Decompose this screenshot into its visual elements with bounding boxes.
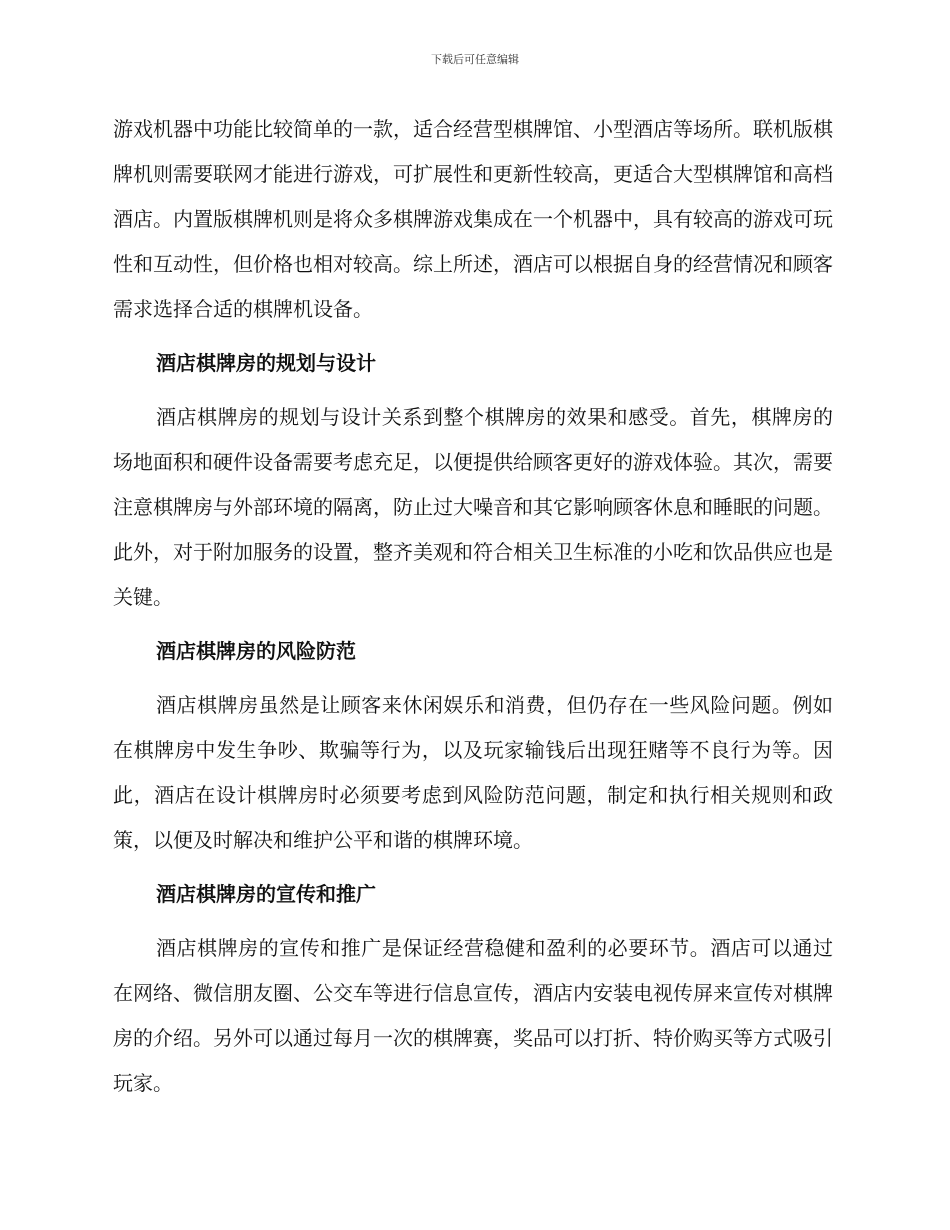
page-header: 下载后可任意编辑 — [431, 53, 519, 66]
paragraph-intro: 游戏机器中功能比较简单的一款，适合经营型棋牌馆、小型酒店等场所。联机版棋牌机则需要联网才能进行游戏，可扩展性和更新性较高，更适合大型棋牌馆和高档酒店。内置版棋牌机则是将众多棋牌游戏集成在一个机器中，具有较高的游戏可玩性和互动性，但价格也相对较高。综上所述，酒店可以根据自身的经营情况和顾客需求选择合适的棋牌机设备。 — [113, 117, 833, 321]
paragraph-promotion: 酒店棋牌房的宣传和推广是保证经营稳健和盈利的必要环节。酒店可以通过在网络、微信朋友圈、公交车等进行信息宣传，酒店内安装电视传屏来宣传对棋牌房的介绍。另外可以通过每月一次的棋牌赛，奖品可以打折、特价购买等方式吸引玩家。 — [113, 936, 833, 1095]
paragraph-risk-prevention: 酒店棋牌房虽然是让顾客来休闲娱乐和消费，但仍存在一些风险问题。例如在棋牌房中发生争吵、欺骗等行为，以及玩家输钱后出现狂赌等不良行为等。因此，酒店在设计棋牌房时必须要考虑到风险防范问题，制定和执行相关规则和政策，以便及时解决和维护公平和谐的棋牌环境。 — [113, 693, 833, 852]
section-heading-risk-prevention: 酒店棋牌房的风险防范 — [156, 639, 356, 663]
paragraph-planning-design: 酒店棋牌房的规划与设计关系到整个棋牌房的效果和感受。首先，棋牌房的场地面积和硬件设备需要考虑充足，以便提供给顾客更好的游戏体验。其次，需要注意棋牌房与外部环境的隔离，防止过大噪音和其它影响顾客休息和睡眠的问题。此外，对于附加服务的设置，整齐美观和符合相关卫生标准的小吃和饮品供应也是关键。 — [113, 405, 833, 609]
document-body — [113, 107, 833, 1106]
section-heading-planning-design: 酒店棋牌房的规划与设计 — [156, 351, 376, 375]
section-heading-promotion: 酒店棋牌房的宣传和推广 — [156, 882, 376, 906]
